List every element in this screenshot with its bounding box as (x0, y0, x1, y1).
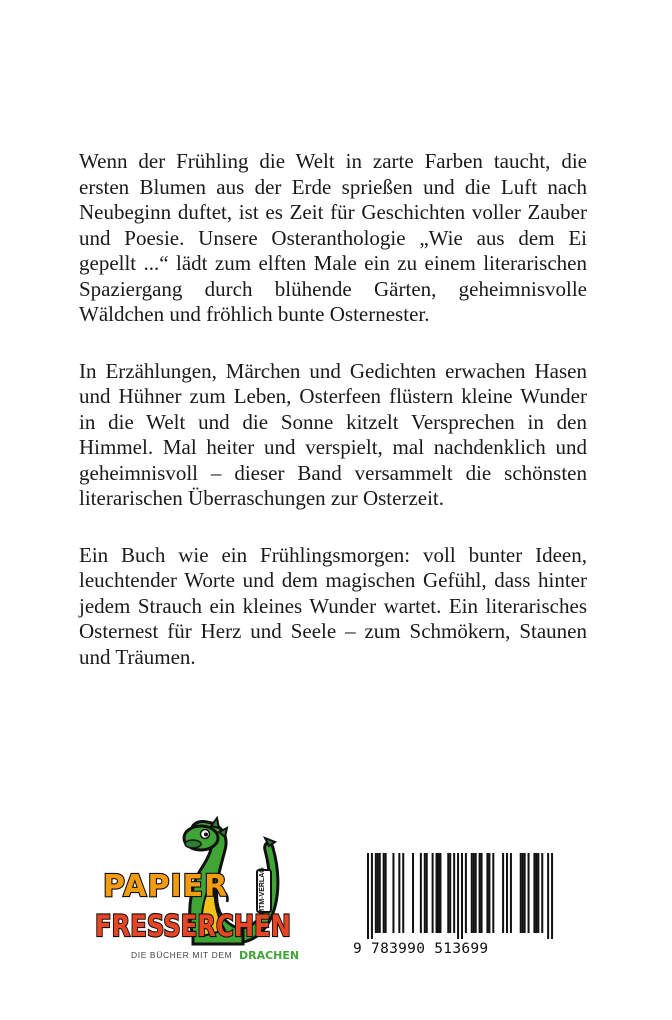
barcode-bar (426, 853, 428, 933)
barcode-bar (371, 853, 373, 939)
barcode-bar (537, 853, 539, 933)
isbn-barcode (353, 853, 557, 966)
barcode-bar (488, 853, 490, 933)
blurb-paragraph-2: In Erzählungen, Märchen und Gedichten erwachen Hasen und Hühner zum Leben, Osterfeen flüstern kleine Wunder in die Welt und die Sonne kitzelt Versprechen in den Himmel. Mal heiter und verspielt, mal nachdenklich und geheimnisvoll – dieser Band versammelt die schönsten literarischen Überraschungen zur Osterzeit. (79, 358, 587, 510)
badge-text: MTM-VERLAG (259, 867, 266, 915)
barcode-bar (471, 853, 473, 933)
barcode-bar (424, 853, 426, 933)
barcode-bar (385, 853, 387, 933)
barcode-bar (479, 853, 481, 933)
barcode-bar (383, 853, 385, 933)
barcode-bar (449, 853, 451, 933)
barcode-bar (392, 853, 394, 933)
barcode-bar (432, 853, 434, 933)
barcode-bar (375, 853, 377, 933)
logo-tagline-highlight: DRACHEN (239, 949, 300, 962)
barcode-bar (524, 853, 526, 933)
barcode-bar (520, 853, 522, 933)
barcode-digits: 9 783990 513699 (353, 941, 489, 957)
barcode-bar (547, 853, 549, 939)
blurb-paragraph-1: Wenn der Frühling die Welt in zarte Farben taucht, die ersten Blumen aus der Erde sprießen und die Luft nach Neubeginn duftet, ist es Zeit für Geschichten voller Zauber und Poesie. Unsere Osteranthologie „Wie aus dem Ei gepellt ...“ lädt zum elften Male ein zu einem literarischen Spaziergang durch blühende Gärten, geheimnisvolle Wäldchen und fröhlich bunte Osternester. (79, 149, 587, 326)
barcode-bar (502, 853, 504, 933)
logo-tagline: DIE BÜCHER MIT DEM (131, 950, 233, 960)
logo-papier-text: PAPIER (103, 869, 229, 904)
barcode-bar (377, 853, 379, 933)
barcode-bar (541, 853, 543, 933)
barcode-bar (453, 853, 455, 933)
barcode-bar (420, 853, 422, 933)
barcode-bar (551, 853, 553, 939)
barcode-bar (535, 853, 537, 933)
barcode-bar (398, 853, 400, 933)
barcode-bar (367, 853, 369, 939)
barcode-bar (465, 853, 467, 933)
barcode-bar (528, 853, 530, 933)
barcode-bar (510, 853, 512, 933)
barcode-bars (367, 853, 553, 939)
barcode-bar (506, 853, 508, 933)
mtm-verlag-badge (257, 867, 271, 915)
barcode-bar (492, 853, 494, 933)
barcode-bar (533, 853, 535, 933)
barcode-bar (402, 853, 404, 933)
logo-fresserchen-text: FRESSERCHEN (95, 909, 291, 943)
barcode-bar (475, 853, 477, 933)
barcode-bar (447, 853, 449, 933)
barcode-bar (437, 853, 439, 933)
barcode-bar (412, 853, 414, 933)
barcode-bar (461, 853, 463, 939)
barcode-bar (457, 853, 459, 939)
barcode-bar (522, 853, 524, 933)
blurb-text (79, 149, 587, 701)
barcode-bar (439, 853, 441, 933)
barcode-bar (473, 853, 475, 933)
barcode-bar (481, 853, 483, 933)
barcode-bar (379, 853, 381, 933)
barcode-bar (486, 853, 488, 933)
publisher-logo (93, 818, 298, 968)
barcode-bar (436, 853, 438, 933)
blurb-paragraph-3: Ein Buch wie ein Frühlingsmorgen: voll bunter Ideen, leuchtender Worte und dem magischen Gefühl, dass hinter jedem Strauch ein kleines Wunder wartet. Ein literarisches Osternest für Herz und Seele – zum Schmökern, Staunen und Träumen. (79, 542, 587, 669)
